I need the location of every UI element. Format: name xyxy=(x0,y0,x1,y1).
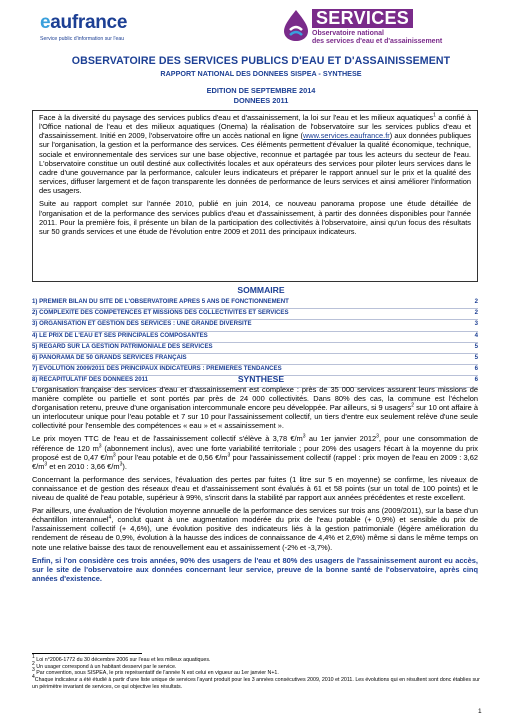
synthese-conclusion: Enfin, si l'on considère ces trois années, 90% des usagers de l'eau et 80% des usagers de l'assainissement auront eu accès, sur le site de l'observatoire aux données concernant leur service, preuve de la bonne santé de l'observatoire, après cinq années d'existence. xyxy=(32,555,478,583)
footnote-ref-4[interactable]: 4 xyxy=(108,514,112,521)
logo-e: e xyxy=(40,12,51,33)
toc-item[interactable]: 2) COMPLEXITE DES COMPETENCES ET MISSIONS DES COLLECTIVITES ET SERVICES 2 xyxy=(32,309,478,320)
page-title: OBSERVATOIRE DES SERVICES PUBLICS D'EAU ET D'ASSAINISSEMENT xyxy=(71,55,451,67)
footnote: $^1$ Loi n°2006-1772 du 30 décembre 2006 sur l'eau et les milieux aquatiques. xyxy=(32,654,211,663)
toc-item[interactable]: 8) RECAPITULATIF DES DONNEES 2011 6 xyxy=(32,376,478,387)
synthese-body xyxy=(32,385,478,587)
toc-item[interactable]: 7) ÉVOLUTION 2009/2011 DES PRINCIPAUX INDICATEURS : PREMIERES TENDANCES 6 xyxy=(32,365,478,376)
toc-item[interactable]: 1) PREMIER BILAN DU SITE DE L'OBSERVATOIRE APRES 5 ANS DE FONCTIONNEMENT 2 xyxy=(32,298,478,309)
footnote-ref-3[interactable]: 3 xyxy=(376,433,379,440)
footnotes xyxy=(32,654,482,691)
data-year-line: DONNEES 2011 xyxy=(233,96,289,105)
logo-subtitle-2: des services d'eau et d'assainissement xyxy=(312,38,443,45)
footnote-ref-1[interactable]: 1 xyxy=(433,112,436,119)
footnote-divider xyxy=(32,653,142,654)
synthese-paragraph-3: Concernant la performance des services, l'évaluation des pertes par fuites (1 litre sur 5 en moyenne) se confirme, les niveaux de connaissance et de gestion des réseaux d'eau et d'assainissement sont évalués à 61 et 58 points (sur un total de 100 points) et le niveau de qualité de l'eau potable, supérieur à 99%, s'inscrit dans la stabilité par rapport aux années précédentes et reste excellent. xyxy=(32,474,478,503)
toc-item[interactable]: 5) REGARD SUR LA GESTION PATRIMONIALE DES SERVICES 5 xyxy=(32,343,478,354)
synthese-heading: SYNTHESE xyxy=(237,374,285,384)
services-logo[interactable] xyxy=(280,6,480,48)
edition-line: EDITION DE SEPTEMBRE 2014 xyxy=(206,86,316,95)
logo-word: aufrance xyxy=(50,12,128,33)
logo-subtitle-1: Observatoire national xyxy=(312,30,384,37)
title-block xyxy=(0,55,522,106)
page-subtitle: RAPPORT NATIONAL DES DONNEES SISPEA - SYNTHESE xyxy=(160,69,362,78)
footnote: $^2$ Un usager correspond à un habitant desservi par le service. xyxy=(32,660,177,670)
logo-tagline: Service public d'information sur l'eau xyxy=(40,36,125,42)
drop-icon xyxy=(280,8,312,42)
intro-box xyxy=(32,110,478,282)
page-header xyxy=(0,0,522,52)
synthese-paragraph-2: Le prix moyen TTC de l'eau et de l'assainissement collectif s'élève à 3,78 $€/m^3$ au 1er janvier 2012$^3$, pour une consommation de référence de 120 $m^3$ (abonnement inclus), avec une forte variabilité territoriale ; pour 20% des usagers l'écart à la moyenne du prix proposé est de 0,47 $€/m^3$ pour l'eau potable et de 0,56 $€/m^3$ pour l'assainissement collectif (rappel : prix moyen de l'eau en 2009 : 3,62 $€/m^3$ et en 2010 : 3,66 $€/m^3$). xyxy=(32,433,479,471)
intro-paragraph-1: Face à la diversité du paysage des services publics d'eau et d'assainissement, la loi sur l'eau et les milieux aquatiques$^1$ a confié à l'Office national de l'eau et des milieux aquatiques (Onema) la réalisation de l'observatoire sur les services publics d'eau et d'assainissement. Initié en 2009, l'observatoire offre un accès national en ligne (www.services.eaufrance.fr) aux données publiques sur l'organisation, la gestion et la performance des services. Ces éléments permettent d'évaluer la qualité économique, technique, sociale et environnementale des services sur une base objective, reconnue et partagée par tous les acteurs du secteur de l'eau. L'observatoire constitue un outil destiné aux collectivités locales et aux opérateurs des services pour piloter leurs services dans le cadre d'une gouvernance par la performance, calculer leurs indicateurs et préparer le rapport annuel sur le prix et la qualité des services, diffuser largement et de façon transparente les données de performance de leurs services et ainsi améliorer l'information des usagers. xyxy=(39,112,472,196)
eaufrance-logo[interactable] xyxy=(40,13,127,42)
services-wordmark: SERVICES xyxy=(312,9,413,28)
toc-item[interactable]: 6) PANORAMA DE 50 GRANDS SERVICES FRANÇAIS 5 xyxy=(32,354,478,365)
toc-item[interactable]: 3) ORGANISATION ET GESTION DES SERVICES : UNE GRANDE DIVERSITE 3 xyxy=(32,320,478,331)
summary-heading: SOMMAIRE xyxy=(237,285,285,295)
synthese-paragraph-1: L'organisation française des services d'eau et d'assainissement est complexe : près de 35 000 services assurent leurs missions de manière complète ou partielle et sont portés par près de 24 000 collectivités. Dans 80% des cas, la commune est l'échelon d'organisation retenu, preuve d'une organisation intercommunale encore peu développée. Par ailleurs, si 9 usagers$^2$ sur 10 ont affaire à un interlocuteur unique pour l'eau potable et 7 sur 10 pour l'assainissement collectif, un tiers d'entre eux seulement relève d'une seule collectivité pour l'ensemble des compétences « eau » et « assainissement ». xyxy=(32,385,478,431)
toc-item[interactable]: 4) LE PRIX DE L'EAU ET SES PRINCIPALES COMPOSANTES 4 xyxy=(32,332,478,343)
footnote: $^4$Chaque indicateur a été étudié à partir d'une liste unique de services l'ayant produit pour les 3 années consécutives 2009, 2010 et 2011. Les évolutions qui en résultent sont donc établies sur un périmètre invariant de services, ce qui objective les résultats. xyxy=(32,674,480,690)
footnote-ref-2[interactable]: 2 xyxy=(411,402,414,409)
page-number: 1 xyxy=(478,708,482,715)
intro-paragraph-2: Suite au rapport complet sur l'année 2010, publié en juin 2014, ce nouveau panorama propose une étude détaillée de l'organisation et de la performance des services publics d'eau et d'assainissement, à partir des données disponibles pour l'année 2011. Pour la première fois, il présente un bilan de la participation des collectivités à l'observatoire, ainsi qu'un focus des résultats sur 50 grands services et une étude de l'évolution entre 2009 et 2011 des principaux indicateurs. xyxy=(39,199,471,236)
observatoire-link[interactable]: www.services.eaufrance.fr xyxy=(302,131,390,141)
footnote: $^3$ Par convention, sous SISPEA, le prix représentatif de l'année N est celui en vigueur au 1er janvier N+1. xyxy=(32,667,279,677)
synthese-paragraph-4: Par ailleurs, une évaluation de l'évolution moyenne annuelle de la performance des services sur trois ans (2009/2011), sur la base d'un échantillon interannuel$^4$, conclut quant à une augmentation modérée du prix de l'eau potable (+ 0,9%) et sensible du prix de l'assainissement collectif (+ 4,6%), une évolution positive des indicateurs liés à la gestion patrimoniale (légère amélioration du rendement de réseau de 0,9%, évolution à la hausse des indices de connaissance de 4,4% et 2,6%) même si dans le même temps on note une relative baisse des taux de renouvellement eau et assainissement (-2% et -3,7%). xyxy=(32,506,479,552)
